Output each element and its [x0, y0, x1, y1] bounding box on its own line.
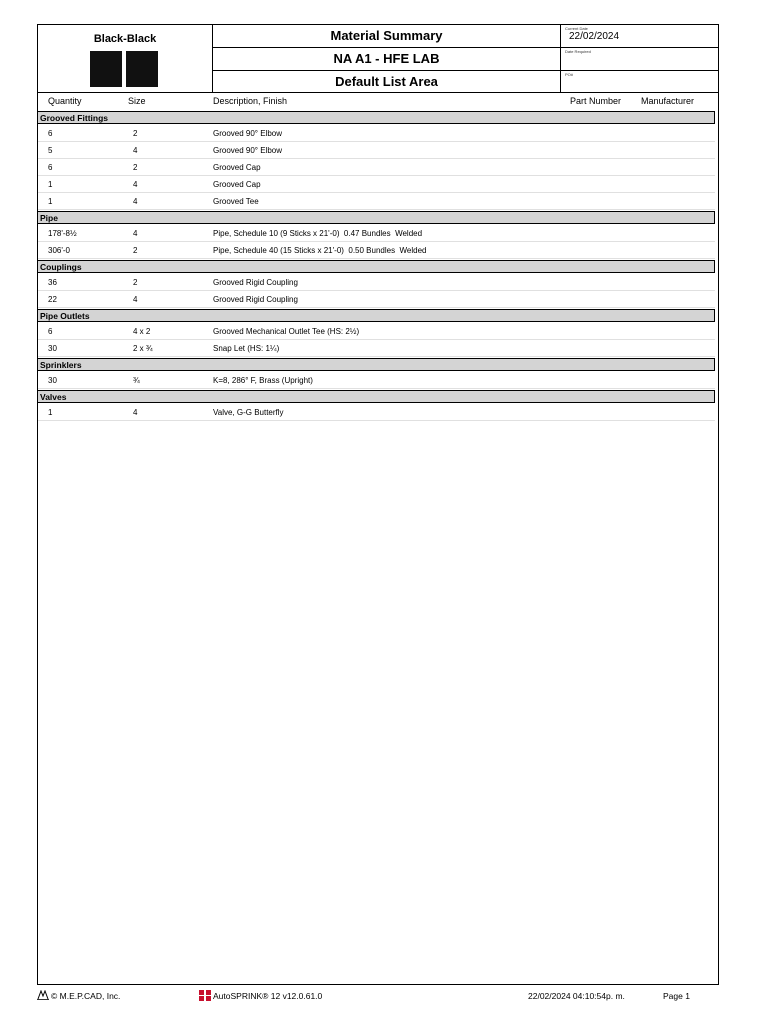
table-row: [38, 159, 715, 176]
column-headers: [38, 93, 718, 109]
table-row: [38, 340, 715, 357]
row-divider: [38, 209, 715, 210]
table-row: [38, 323, 715, 340]
date-required-cell: [561, 48, 719, 71]
color-swatch-right: [126, 51, 158, 87]
row-quantity: 1: [48, 408, 53, 417]
row-divider: [38, 388, 715, 389]
section-title: Grooved Fittings: [40, 113, 108, 123]
row-description: Valve, G-G Butterfly: [213, 408, 284, 417]
table-row: [38, 176, 715, 193]
current-date-value: 22/02/2024: [569, 31, 620, 42]
row-quantity: 5: [48, 146, 53, 155]
row-divider: [38, 356, 715, 357]
section-title: Pipe Outlets: [40, 311, 90, 321]
footer-copyright: © M.E.P.CAD, Inc.: [51, 991, 121, 1001]
date-required-label: Date Required: [565, 49, 591, 54]
mepcad-logo-icon: [37, 990, 49, 1000]
row-size: ¾: [133, 376, 140, 385]
row-size: 4: [133, 197, 138, 206]
table-row: [38, 193, 715, 210]
autosprink-logo-icon: [199, 990, 211, 1001]
report-title: Material Summary: [213, 25, 560, 48]
section-title: Couplings: [40, 262, 82, 272]
title-block: [213, 25, 561, 92]
report-footer: [37, 989, 719, 1003]
row-size: 4: [133, 229, 138, 238]
row-description: Grooved Cap: [213, 180, 261, 189]
row-description: Grooved 90° Elbow: [213, 146, 283, 155]
section-title: Pipe: [40, 213, 58, 223]
row-description: Pipe, Schedule 10 (9 Sticks x 21'-0) 0.47 Bundles Welded: [213, 229, 423, 238]
table-row: [38, 372, 715, 389]
row-quantity: 36: [48, 278, 57, 287]
section-header: [38, 390, 715, 403]
brand-block: [38, 25, 213, 92]
row-size: 2: [133, 246, 138, 255]
row-description: K=8, 286° F, Brass (Upright): [213, 376, 313, 385]
table-row: [38, 274, 715, 291]
section-title: Sprinklers: [40, 360, 82, 370]
row-description: Grooved 90° Elbow: [213, 129, 283, 138]
brand-name: Black-Black: [93, 33, 157, 45]
row-quantity: 178'-8½: [48, 229, 77, 238]
row-size: 4: [133, 146, 138, 155]
current-date-cell: [561, 25, 719, 48]
row-divider: [38, 420, 715, 421]
list-area-name: Default List Area: [335, 74, 438, 89]
row-divider: [38, 307, 715, 308]
row-quantity: 30: [48, 344, 57, 353]
col-manufacturer: Manufacturer: [641, 96, 695, 106]
po-cell: [561, 71, 719, 93]
section-header: [38, 211, 715, 224]
table-row: [38, 404, 715, 421]
row-quantity: 6: [48, 163, 53, 172]
row-quantity: 30: [48, 376, 57, 385]
row-size: 4: [133, 295, 138, 304]
po-label: PO#: [565, 72, 574, 77]
section-header: [38, 309, 715, 322]
row-size: 2: [133, 278, 138, 287]
section-title: Valves: [40, 392, 67, 402]
col-size: Size: [128, 96, 146, 106]
project-name: NA A1 - HFE LAB: [213, 48, 560, 71]
section-header: [38, 260, 715, 273]
row-quantity: 6: [48, 327, 53, 336]
row-description: Grooved Tee: [213, 197, 259, 206]
footer-timestamp: 22/02/2024 04:10:54p. m.: [528, 991, 625, 1001]
row-size: 4: [133, 180, 138, 189]
row-description: Grooved Rigid Coupling: [213, 278, 298, 287]
row-size: 4 x 2: [133, 327, 151, 336]
row-description: Grooved Cap: [213, 163, 261, 172]
col-description: Description, Finish: [213, 96, 288, 106]
row-quantity: 22: [48, 295, 57, 304]
col-quantity: Quantity: [48, 96, 82, 106]
table-row: [38, 242, 715, 259]
row-size: 4: [133, 408, 138, 417]
row-quantity: 1: [48, 180, 53, 189]
footer-product: AutoSPRINK® 12 v12.0.61.0: [213, 991, 323, 1001]
col-part-number: Part Number: [570, 96, 622, 106]
footer-page: Page 1: [663, 991, 690, 1001]
table-row: [38, 142, 715, 159]
report-header: [38, 25, 718, 93]
row-quantity: 306'-0: [48, 246, 70, 255]
row-description: Pipe, Schedule 40 (15 Sticks x 21'-0) 0.50 Bundles Welded: [213, 246, 427, 255]
meta-block: [561, 25, 719, 92]
current-date-label: Current Date: [565, 26, 588, 31]
row-description: Grooved Rigid Coupling: [213, 295, 298, 304]
table-row: [38, 125, 715, 142]
row-quantity: 6: [48, 129, 53, 138]
row-size: 2: [133, 163, 138, 172]
section-header: [38, 358, 715, 371]
row-size: 2 x ¾: [133, 344, 153, 353]
color-swatch-left: [90, 51, 122, 87]
section-header: [38, 111, 715, 124]
row-size: 2: [133, 129, 138, 138]
row-divider: [38, 258, 715, 259]
material-summary-page: [37, 24, 719, 985]
row-quantity: 1: [48, 197, 53, 206]
table-row: [38, 225, 715, 242]
table-row: [38, 291, 715, 308]
row-description: Snap Let (HS: 1¼): [213, 344, 280, 353]
row-description: Grooved Mechanical Outlet Tee (HS: 2½): [213, 327, 360, 336]
